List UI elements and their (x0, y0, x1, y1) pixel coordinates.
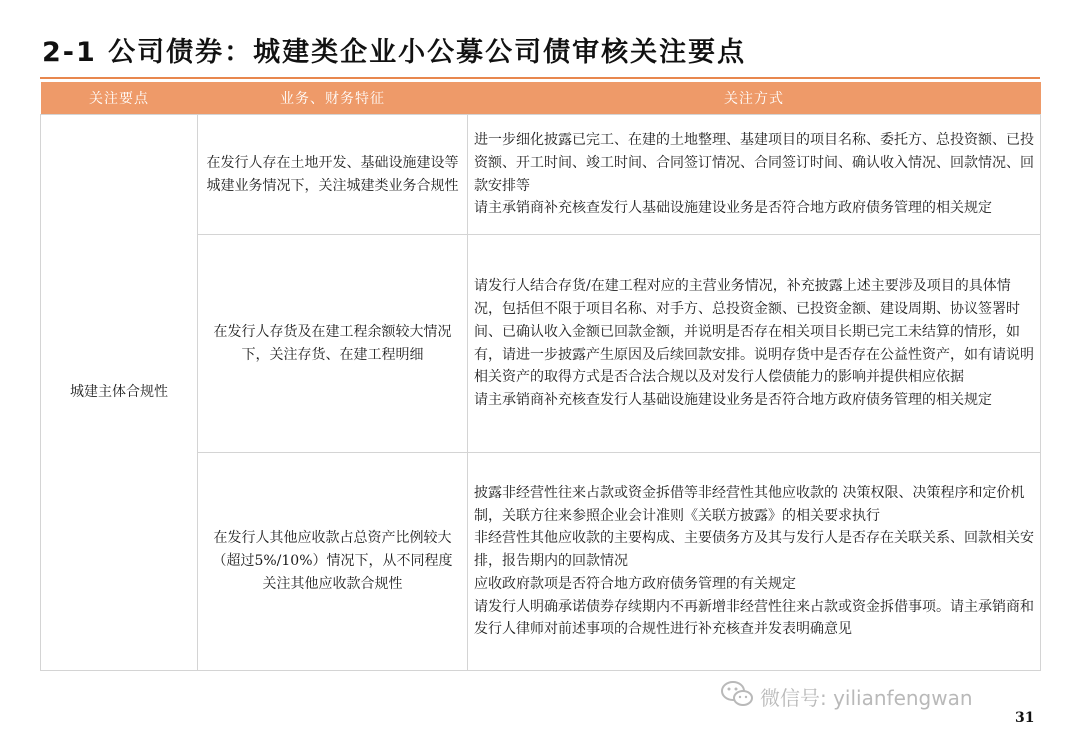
method-item: 非经营性其他应收款的主要构成、主要债务方及其与发行人是否存在关联关系、回款相关安排，报告期内的回款情况 (474, 530, 1034, 570)
method-item: 披露非经营性往来占款或资金拆借等非经营性其他应收款的 决策权限、决策程序和定价机制，关联方往来参照企业会计准则《关联方披露》的相关要求执行 (474, 484, 1025, 524)
wechat-icon (720, 680, 754, 713)
method-item: 请发行人结合存货/在建工程对应的主营业务情况，补充披露上述主要涉及项目的具体情况，包括但不限于项目名称、对手方、总投资金额、已投资金额、建设周期、协议签署时间、已确认收入金额已回款金额，并说明是否存在相关项目长期已完工未结算的情形，如有，请进一步披露产生原因及后续回款安排。说明存货中是否存在公益性资产，如有请说明相关资产的取得方式是否合法合规以及对发行人偿债能力的影响并提供相应依据 (474, 278, 1034, 386)
page-title: 2-1 公司债券：城建类企业小公募公司债审核关注要点 (42, 37, 747, 68)
method-item: 请主承销商补充核查发行人基础设施建设业务是否符合地方政府债务管理的相关规定 (474, 392, 992, 409)
title-divider (40, 77, 1040, 79)
header-focus-point: 关注要点 (41, 82, 198, 115)
method-item: 请发行人明确承诺债券存续期内不再新增非经营性往来占款或资金拆借事项。请主承销商和发行人律师对前述事项的合规性进行补充核查并发表明确意见 (474, 598, 1034, 638)
feature-cell: 在发行人存在土地开发、基础设施建设等城建业务情况下，关注城建类业务合规性 (198, 115, 468, 235)
header-features: 业务、财务特征 (198, 82, 468, 115)
method-item: 请主承销商补充核查发行人基础设施建设业务是否符合地方政府债务管理的相关规定 (474, 200, 992, 217)
review-table (40, 82, 1041, 671)
table-header-row (41, 82, 1041, 115)
wechat-watermark (720, 680, 973, 713)
methods-cell (468, 453, 1041, 671)
category-cell: 城建主体合规性 (41, 115, 198, 671)
method-item: 应收政府款项是否符合地方政府债务管理的有关规定 (474, 575, 796, 592)
feature-cell: 在发行人存货及在建工程余额较大情况下，关注存货、在建工程明细 (198, 235, 468, 453)
feature-cell: 在发行人其他应收款占总资产比例较大（超过5%/10%）情况下，从不同程度关注其他应收款合规性 (198, 453, 468, 671)
watermark-text: 微信号: yilianfengwan (760, 686, 973, 710)
header-methods: 关注方式 (468, 82, 1041, 115)
method-item: 进一步细化披露已完工、在建的土地整理、基建项目的项目名称、委托方、总投资额、已投资额、开工时间、竣工时间、合同签订情况、合同签订时间、确认收入情况、回款情况、回款安排等 (474, 131, 1034, 194)
page-number: 31 (1015, 710, 1035, 726)
methods-cell (468, 235, 1041, 453)
table-row (41, 115, 1041, 235)
methods-cell (468, 115, 1041, 235)
